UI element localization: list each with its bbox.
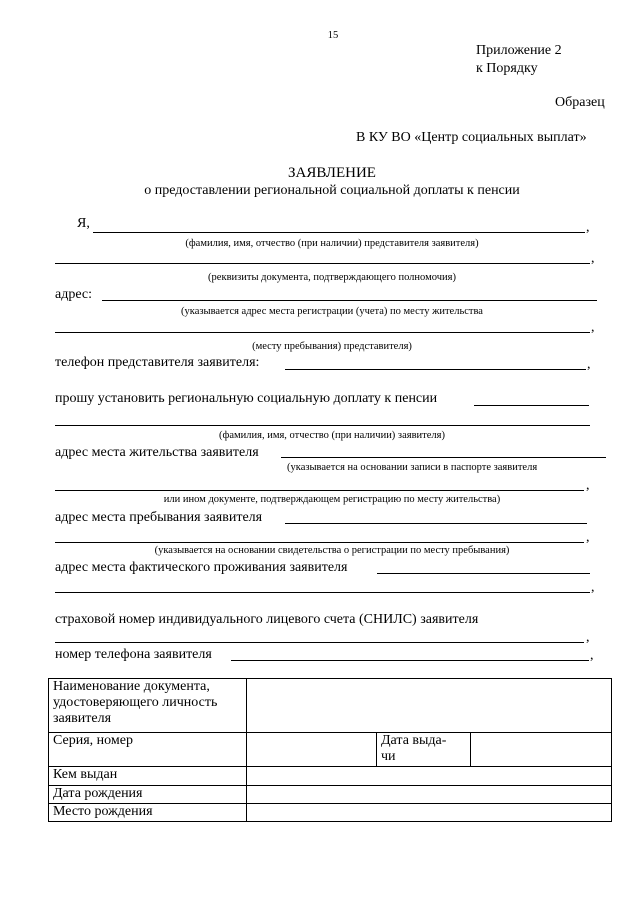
snils-line[interactable] — [55, 642, 584, 643]
hint-reg-address: (указывается адрес места регистрации (учета) по месту жительства — [181, 306, 483, 317]
hint-rep-name: (фамилия, имя, отчество (при наличии) представителя заявителя) — [185, 238, 479, 249]
rep-doc-line[interactable] — [55, 263, 590, 264]
appendix-line-1: Приложение 2 — [476, 43, 562, 58]
request-line[interactable] — [474, 405, 589, 406]
birth-place-label: Место рождения — [53, 804, 153, 819]
series-number-label: Серия, номер — [53, 733, 133, 748]
comma: , — [590, 648, 594, 663]
address-line[interactable] — [102, 300, 597, 301]
comma: , — [586, 630, 590, 645]
issued-by-value-cell[interactable] — [247, 767, 612, 786]
table-row — [49, 767, 612, 786]
issued-by-label-cell — [49, 767, 247, 786]
hint-rep-doc: (реквизиты документа, подтверждающего полномочия) — [208, 272, 456, 283]
table-row — [49, 804, 612, 822]
issue-date-line-1: Дата выда- — [381, 733, 447, 748]
stay-line-2[interactable] — [55, 542, 584, 543]
rep-phone-label: телефон представителя заявителя: — [55, 355, 260, 370]
doc-name-line-2: удостоверяющего личность — [53, 695, 218, 710]
applicant-name-line[interactable] — [55, 425, 590, 426]
series-number-value-cell[interactable] — [247, 733, 377, 767]
stay-label: адрес места пребывания заявителя — [55, 510, 263, 525]
comma: , — [591, 320, 595, 335]
birth-date-value-cell[interactable] — [247, 786, 612, 804]
ya-label: Я, — [77, 216, 90, 231]
phone-line[interactable] — [231, 660, 589, 661]
actual-label: адрес места фактического проживания заявителя — [55, 560, 348, 575]
comma: , — [591, 251, 595, 266]
comma: , — [586, 530, 590, 545]
phone-label: номер телефона заявителя — [55, 647, 212, 662]
issue-date-line-2: чи — [381, 749, 396, 764]
sample-label: Образец — [555, 95, 605, 110]
comma: , — [586, 220, 590, 235]
issue-date-label-cell — [377, 733, 471, 767]
hint-stay-place: (месту пребывания) представителя) — [252, 341, 412, 352]
doc-name-value-cell[interactable] — [247, 679, 612, 733]
doc-name-line-1: Наименование документа, — [53, 679, 210, 694]
snils-label: страховой номер индивидуального лицевого счета (СНИЛС) заявителя — [55, 612, 479, 627]
address-line-2[interactable] — [55, 332, 590, 333]
residence-line-2[interactable] — [55, 490, 584, 491]
rep-phone-line[interactable] — [285, 369, 586, 370]
residence-line[interactable] — [281, 457, 606, 458]
comma: , — [591, 580, 595, 595]
table-row — [49, 733, 612, 767]
issue-date-value-cell[interactable] — [471, 733, 612, 767]
table-row — [49, 786, 612, 804]
document-subtitle: о предоставлении региональной социальной доплаты к пенсии — [144, 183, 520, 198]
comma: , — [587, 357, 591, 372]
birth-place-label-cell — [49, 804, 247, 822]
birth-place-value-cell[interactable] — [247, 804, 612, 822]
comma: , — [586, 478, 590, 493]
rep-name-line[interactable] — [93, 232, 585, 233]
addressee: В КУ ВО «Центр социальных выплат» — [356, 130, 587, 145]
hint-applicant-name: (фамилия, имя, отчество (при наличии) заявителя) — [219, 430, 445, 441]
hint-other-doc: или ином документе, подтверждающем регистрацию по месту жительства) — [163, 494, 501, 505]
page-number: 15 — [327, 30, 339, 41]
doc-name-line-3: заявителя — [53, 711, 112, 726]
actual-line[interactable] — [377, 573, 590, 574]
series-number-label-cell — [49, 733, 247, 767]
table-row — [49, 679, 612, 733]
stay-line[interactable] — [285, 523, 587, 524]
address-label: адрес: — [55, 287, 93, 302]
identity-document-table — [48, 678, 612, 822]
actual-line-2[interactable] — [55, 592, 590, 593]
request-text: прошу установить региональную социальную доплату к пенсии — [55, 391, 438, 406]
document-title: ЗАЯВЛЕНИЕ — [288, 165, 376, 181]
birth-date-label: Дата рождения — [53, 786, 143, 801]
appendix-line-2: к Порядку — [476, 61, 538, 76]
hint-passport: (указывается на основании записи в паспорте заявителя — [287, 462, 538, 473]
hint-stay-cert: (указывается на основании свидетельства о регистрации по месту пребывания) — [154, 545, 510, 556]
residence-label: адрес места жительства заявителя — [55, 445, 259, 460]
doc-name-label-cell — [49, 679, 247, 733]
issued-by-label: Кем выдан — [53, 767, 118, 782]
birth-date-label-cell — [49, 786, 247, 804]
